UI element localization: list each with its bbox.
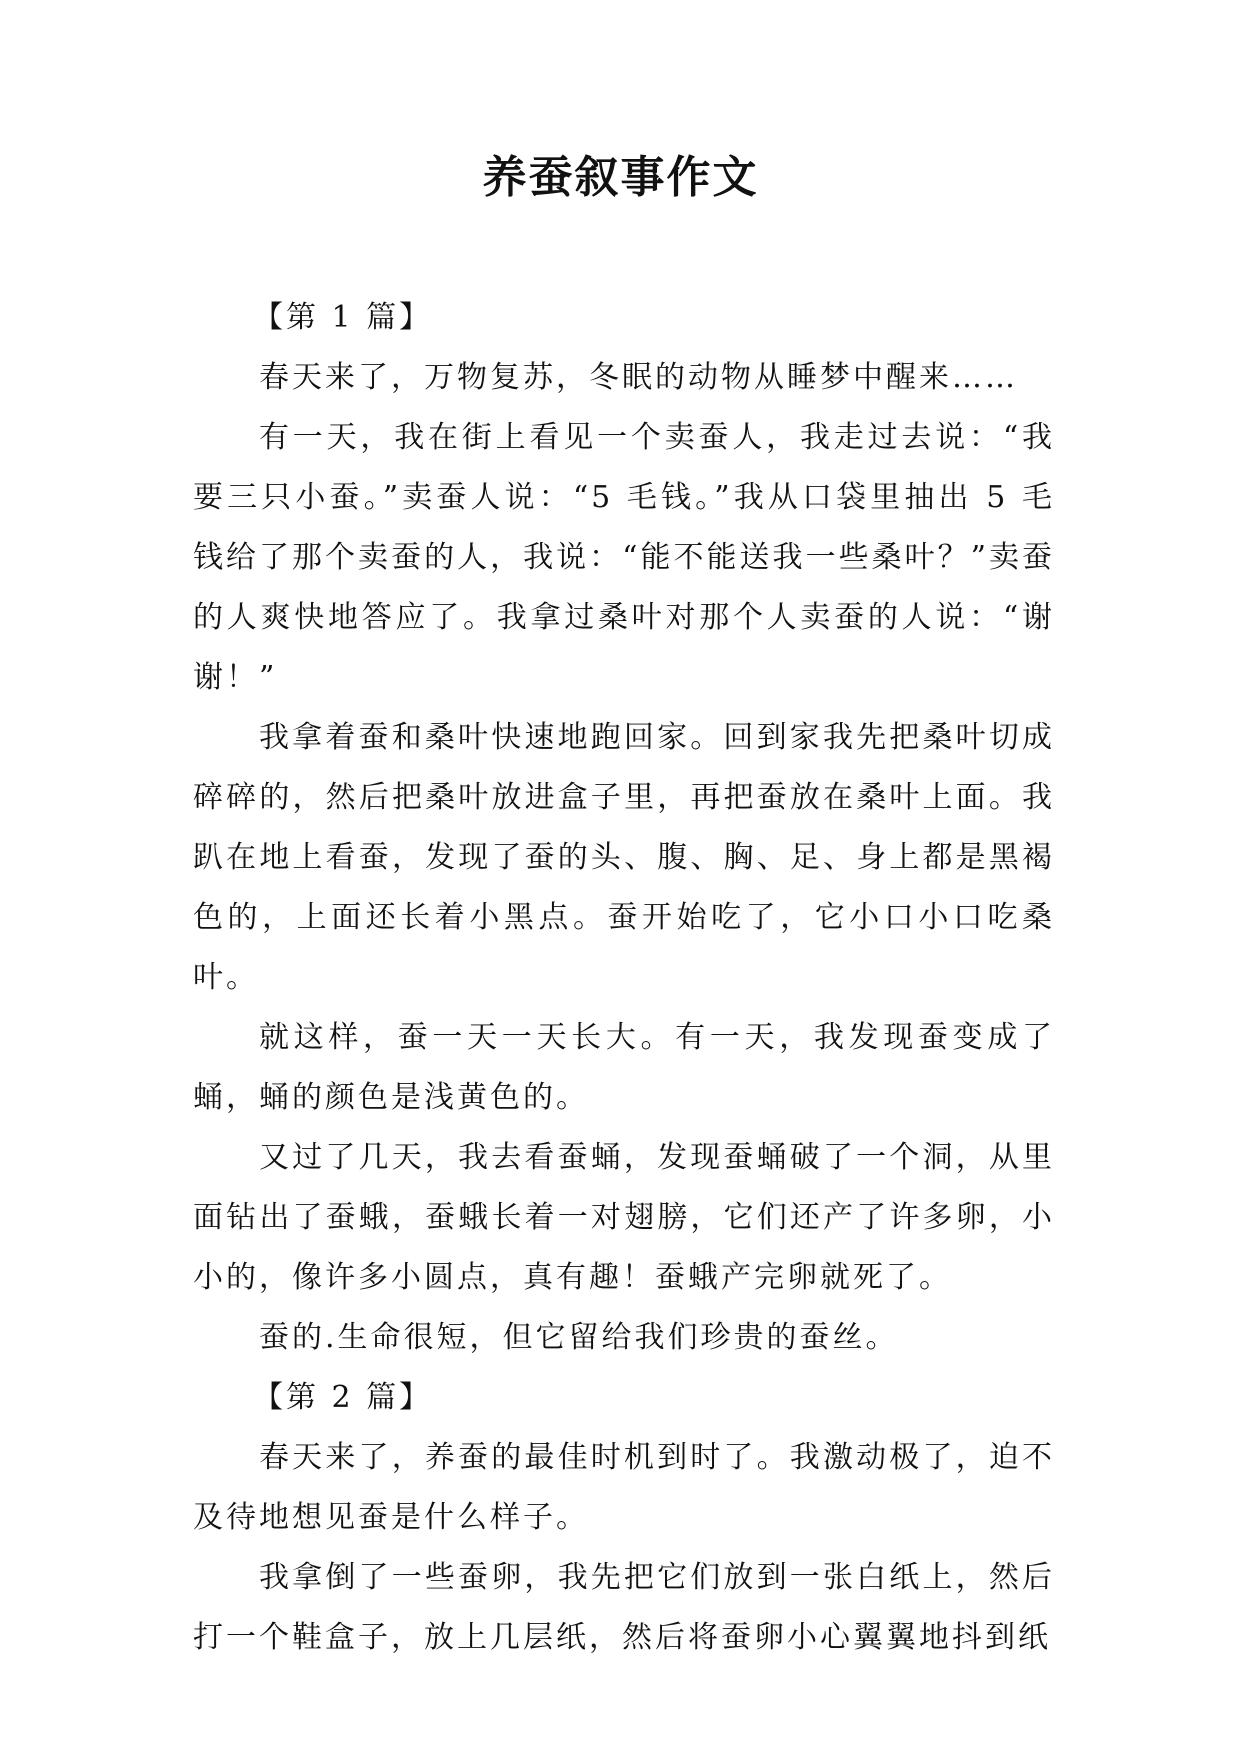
paragraph: 蚕的.生命很短，但它留给我们珍贵的蚕丝。: [259, 1320, 899, 1355]
section-heading-2: 【第 2 篇】: [253, 1380, 433, 1415]
section-heading-1: 【第 1 篇】: [253, 300, 433, 335]
document-body: [193, 288, 1055, 1668]
paragraph: 春天来了，养蚕的最佳时机到时了。我激动极了，迫不及待地想见蚕是什么样子。: [193, 1440, 1055, 1535]
paragraph: 有一天，我在街上看见一个卖蚕人，我走过去说：“我要三只小蚕。”卖蚕人说：“5 毛钱。”我从口袋里抽出 5 毛钱给了那个卖蚕的人，我说：“能不能送我一些桑叶？”卖蚕的人爽快地答应了。我拿过桑叶对那个人卖蚕的人说：“谢谢！”: [193, 420, 1055, 695]
paragraph: 我拿着蚕和桑叶快速地跑回家。回到家我先把桑叶切成碎碎的，然后把桑叶放进盒子里，再把蚕放在桑叶上面。我趴在地上看蚕，发现了蚕的头、腹、胸、足、身上都是黑褐色的，上面还长着小黑点。蚕开始吃了，它小口小口吃桑叶。: [193, 720, 1055, 995]
paragraph: 就这样，蚕一天一天长大。有一天，我发现蚕变成了蛹，蛹的颜色是浅黄色的。: [193, 1020, 1055, 1115]
paragraph: 春天来了，万物复苏，冬眠的动物从睡梦中醒来……: [259, 360, 1018, 395]
document-title: 养蚕叙事作文: [482, 152, 759, 203]
paragraph: 又过了几天，我去看蚕蛹，发现蚕蛹破了一个洞，从里面钻出了蚕蛾，蚕蛾长着一对翅膀，它们还产了许多卵，小小的，像许多小圆点，真有趣！蚕蛾产完卵就死了。: [193, 1140, 1055, 1295]
paragraph: 我拿倒了一些蚕卵，我先把它们放到一张白纸上，然后打一个鞋盒子，放上几层纸，然后将蚕卵小心翼翼地抖到纸: [193, 1560, 1055, 1655]
